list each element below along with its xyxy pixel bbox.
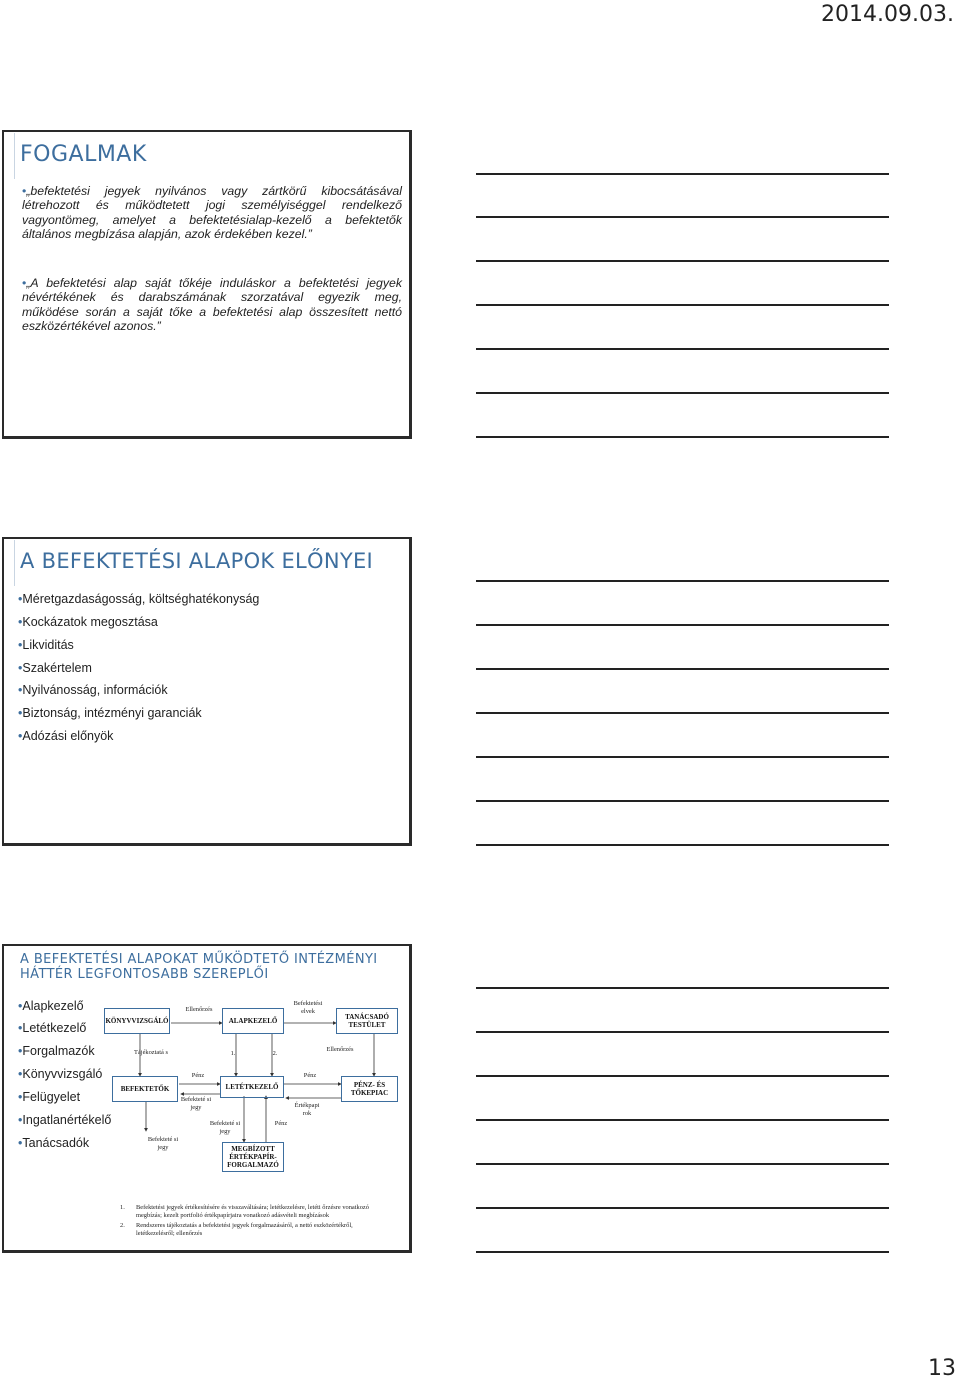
bullet-item: •Forgalmazók <box>18 1044 95 1058</box>
label-information: Tájékoztatá s <box>134 1049 168 1056</box>
bullet-icon: • <box>18 1021 23 1035</box>
bullet-item: •Biztonság, intézményi garanciák <box>18 706 202 720</box>
bullet-item: •Alapkezelő <box>18 999 84 1013</box>
slide-advantages <box>2 537 412 846</box>
bullet-item: •Adózási előnyök <box>18 729 114 743</box>
fund-manager-box: ALAPKEZELŐ <box>222 1008 284 1034</box>
label-control-1: Ellenőrzés <box>185 1006 213 1013</box>
bullet-item: •Likviditás <box>18 638 74 652</box>
bullet-icon: • <box>18 615 23 629</box>
slide-title: FOGALMAK <box>20 142 147 167</box>
bullet-icon: • <box>18 706 23 720</box>
auditor-box: KÖNYVVIZSGÁLÓ <box>104 1008 170 1034</box>
label-control-2: Ellenőrzés <box>326 1046 354 1053</box>
bullet-icon: • <box>18 683 23 697</box>
bullet-item: •Felügyelet <box>18 1090 81 1104</box>
footnote-number-1: 1. <box>120 1204 125 1211</box>
bullet-item: •Könyvvizsgáló <box>18 1067 103 1081</box>
page-number: 13 <box>928 1356 956 1381</box>
label-securities: Értékpapi rok <box>294 1102 320 1117</box>
label-num-2: 2. <box>272 1050 278 1057</box>
slide-title: A BEFEKTETÉSI ALAPOK ELŐNYEI <box>20 549 374 573</box>
footnote-number-2: 2. <box>120 1222 125 1229</box>
bullet-icon: • <box>18 729 23 743</box>
title-rule <box>14 133 15 179</box>
label-fund-units-2: Befekteté si jegy <box>209 1120 241 1135</box>
bullet-item: •Ingatlanértékelő <box>18 1113 112 1127</box>
bullet-icon: • <box>22 276 27 290</box>
label-fund-units-1: Befekteté si jegy <box>180 1096 212 1111</box>
definition-paragraph-2: •„A befektetési alap saját tőkéje induláskor a befektetési jegyek névértékének és darabszámának szorzatával egyezik meg, működése során a saját tőke a befektetési alap összesített nettó eszközértékével azonos.” <box>22 276 402 334</box>
custodian-box: LETÉTKEZELŐ <box>220 1076 284 1098</box>
bullet-icon: • <box>18 638 23 652</box>
bullet-item: •Kockázatok megosztása <box>18 615 158 629</box>
label-money-2: Pénz <box>303 1072 317 1079</box>
label-money-1: Pénz <box>191 1072 205 1079</box>
page-date: 2014.09.03. <box>821 2 954 27</box>
investors-box: BEFEKTETŐK <box>112 1076 178 1102</box>
bullet-icon: • <box>18 999 23 1013</box>
bullet-icon: • <box>18 1067 23 1081</box>
advisory-board-box: TANÁCSADÓ TESTÜLET <box>336 1008 398 1034</box>
bullet-icon: • <box>22 184 27 198</box>
slide-definitions <box>2 130 412 439</box>
bullet-item: •Szakértelem <box>18 661 92 675</box>
footnote-text-2: Rendszeres tájékoztatás a befektetési jegyek forgalmazásáról, a nettó eszközértékről, letétkezelésről; ellenőrzés <box>136 1222 353 1238</box>
money-capital-market-box: PÉNZ- ÉS TŐKEPIAC <box>341 1076 398 1102</box>
bullet-item: •Nyilvánosság, információk <box>18 683 168 697</box>
title-rule <box>14 540 15 586</box>
definition-paragraph-1: •„befektetési jegyek nyilvános vagy zártkörű kibocsátásával létrehozott és működtetett jogi személyiséggel rendelkező vagyontömeg, amelyet a befektetésialap-kezelő a befektetők általános megbízása alapján, azok érdekében kezel.” <box>22 184 402 242</box>
bullet-icon: • <box>18 1044 23 1058</box>
bullet-item: •Letétkezelő <box>18 1021 87 1035</box>
label-fund-units-3: Befekteté si jegy <box>147 1136 179 1151</box>
label-investment-principles: Befektetési elvek <box>293 1000 323 1015</box>
bullet-item: •Méretgazdaságosság, költséghatékonyság <box>18 592 260 606</box>
bullet-icon: • <box>18 592 23 606</box>
bullet-icon: • <box>18 1113 23 1127</box>
label-money-3: Pénz <box>274 1120 288 1127</box>
bullet-item: •Tanácsadók <box>18 1136 90 1150</box>
slide-institutions <box>2 944 412 1253</box>
footnote-text-1: Befektetési jegyek értékesítésére és visszaváltására; letétkezelésre, letéti őrzésre vonatkozó megbízás; kezelt portfolió értékpapírjaira vonatkozó adásvételi megbízások <box>136 1204 369 1220</box>
distributor-box: MEGBÍZOTT ÉRTÉKPAPÍR-FORGALMAZÓ <box>222 1142 284 1172</box>
bullet-icon: • <box>18 1090 23 1104</box>
bullet-icon: • <box>18 1136 23 1150</box>
label-num-1: 1. <box>230 1050 236 1057</box>
bullet-icon: • <box>18 661 23 675</box>
slide-title: A BEFEKTETÉSI ALAPOKAT MŰKÖDTETŐ INTÉZMÉNYI HÁTTÉR LEGFONTOSABB SZEREPLŐI <box>20 952 378 982</box>
